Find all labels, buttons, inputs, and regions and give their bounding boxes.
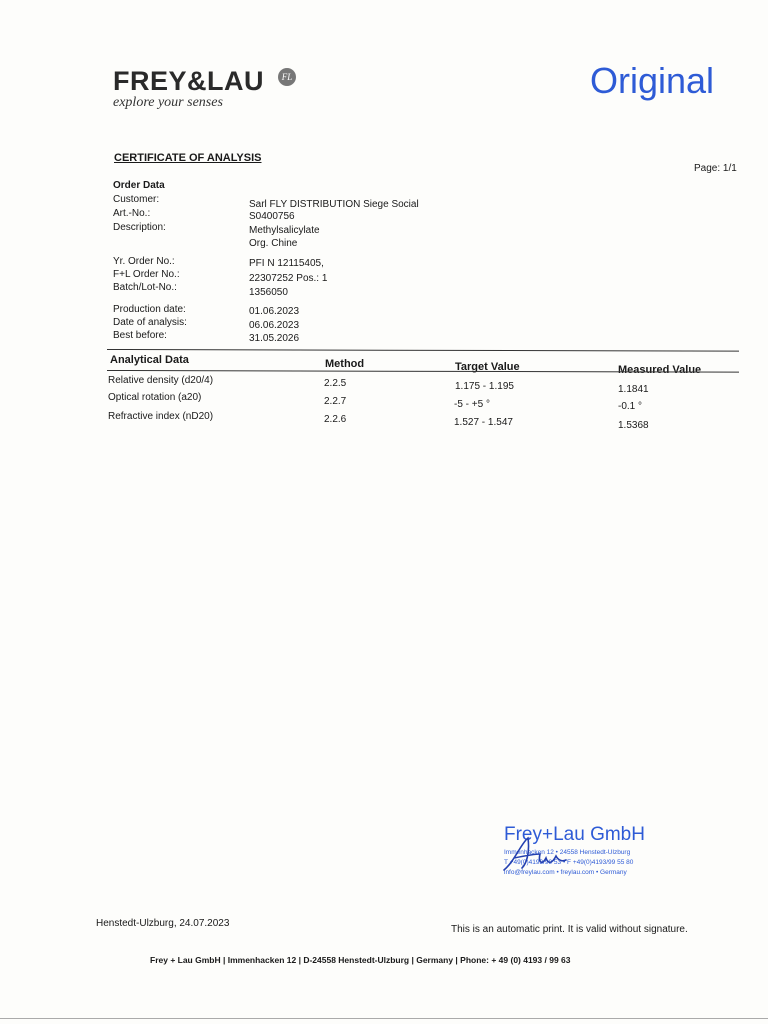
table-cell-method: 2.2.7 xyxy=(324,396,347,407)
order-value: 31.05.2026 xyxy=(249,333,300,344)
order-label: Batch/Lot-No.: xyxy=(113,282,177,293)
order-label: Art.-No.: xyxy=(113,208,151,219)
order-label: Yr. Order No.: xyxy=(113,256,175,267)
table-header-measured: Measured Value xyxy=(618,364,702,376)
logo-seal-icon: FL xyxy=(278,68,296,86)
order-value: Methylsalicylate xyxy=(249,225,320,236)
original-stamp: Original xyxy=(590,60,715,101)
order-value: Org. Chine xyxy=(249,238,298,249)
table-header-method: Method xyxy=(325,358,365,370)
order-data-heading: Order Data xyxy=(113,180,165,191)
table-cell-target: 1.527 - 1.547 xyxy=(454,417,513,428)
table-header-parameter: Analytical Data xyxy=(110,354,189,366)
order-label: Date of analysis: xyxy=(113,317,187,328)
order-label: F+L Order No.: xyxy=(113,269,180,280)
footer-address: Frey + Lau GmbH | Immenhacken 12 | D-24558 Henstedt-Ulzburg | Germany | Phone: + 49 (0) 4193 / 99 63 xyxy=(150,955,571,965)
order-label: Best before: xyxy=(113,330,167,341)
table-top-rule xyxy=(107,349,739,352)
table-cell-measured: 1.1841 xyxy=(618,384,649,395)
automatic-print-notice: This is an automatic print. It is valid without signature. xyxy=(451,924,688,935)
order-label: Description: xyxy=(113,222,166,233)
order-label: Production date: xyxy=(113,304,186,315)
logo-tagline: explore your senses xyxy=(113,95,223,110)
order-value: S0400756 xyxy=(249,211,295,222)
company-logo: FREY&LAU xyxy=(113,66,264,96)
page-number: Page: 1/1 xyxy=(694,163,737,174)
document-title: CERTIFICATE OF ANALYSIS xyxy=(114,152,262,164)
signature-icon xyxy=(500,832,570,877)
table-cell-parameter: Relative density (d20/4) xyxy=(108,375,214,386)
table-cell-target: 1.175 - 1.195 xyxy=(455,381,514,392)
table-cell-target: -5 - +5 ° xyxy=(454,399,490,410)
stamp-web-line: info@freylau.com • freylau.com • Germany xyxy=(504,869,627,876)
order-value: 01.06.2023 xyxy=(249,306,300,317)
stamp-company-name: Frey+Lau GmbH xyxy=(504,824,645,845)
stamp-phone-line: T +49(0)4193/99 53 • F +49(0)4193/99 55 80 xyxy=(504,859,634,866)
page-edge-divider xyxy=(0,1018,768,1019)
table-cell-measured: -0.1 ° xyxy=(618,401,643,412)
stamp-address-line: Immenhacken 12 • 24558 Henstedt-Ulzburg xyxy=(504,849,631,856)
table-cell-parameter: Refractive index (nD20) xyxy=(108,411,214,422)
order-value: Sarl FLY DISTRIBUTION Siege Social xyxy=(249,199,419,210)
order-value: 1356050 xyxy=(249,287,288,298)
table-cell-method: 2.2.5 xyxy=(324,378,347,389)
table-header-target: Target Value xyxy=(455,361,520,373)
order-value: PFI N 12115405, xyxy=(249,258,324,269)
table-cell-parameter: Optical rotation (a20) xyxy=(108,392,202,403)
table-cell-measured: 1.5368 xyxy=(618,420,649,431)
place-and-date: Henstedt-Ulzburg, 24.07.2023 xyxy=(96,918,230,929)
order-value: 06.06.2023 xyxy=(249,320,300,331)
table-cell-method: 2.2.6 xyxy=(324,414,347,425)
order-label: Customer: xyxy=(113,194,160,205)
order-value: 22307252 Pos.: 1 xyxy=(249,273,328,284)
